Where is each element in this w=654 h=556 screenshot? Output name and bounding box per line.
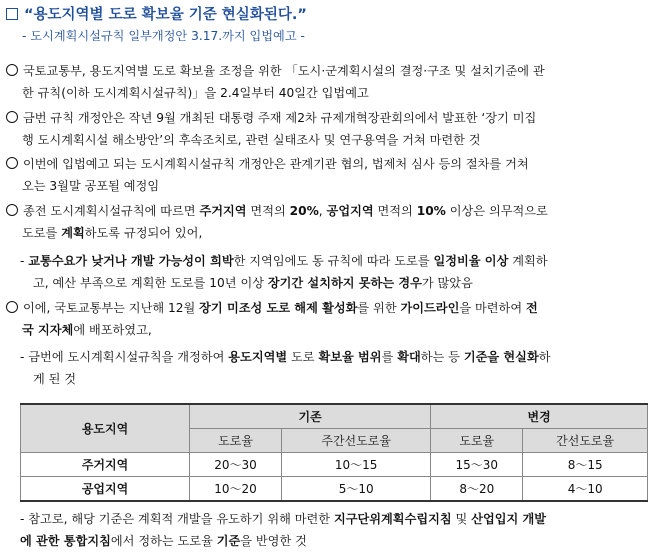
text: 산업입지 개발 bbox=[471, 512, 547, 526]
paragraph-1 bbox=[6, 60, 648, 104]
text: 에서 정하는 도로율 bbox=[110, 534, 217, 548]
text: 종전 도시계획시설규칙에 따르면 bbox=[23, 204, 200, 218]
text: 교통수요가 낮거나 개발 가능성이 희박 bbox=[28, 254, 234, 268]
text: 한 지역임에도 동 규칙에 따라 도로를 bbox=[233, 254, 434, 268]
text: 고, 예산 부족으로 계획한 도로를 10년 이상 bbox=[33, 276, 268, 290]
text: 10% bbox=[416, 204, 446, 218]
table-cell: 10～20 bbox=[190, 477, 282, 502]
text: 이상은 의무적으로 bbox=[445, 204, 548, 218]
table-cell: 15～30 bbox=[431, 453, 523, 477]
text: 가이드라인 bbox=[400, 301, 460, 315]
table-subheader: 간선도로율 bbox=[523, 429, 648, 453]
text: 기준을 현실화 bbox=[463, 350, 539, 364]
dash-item-2: - 금번에 도시계획시설규칙을 개정하여 용도지역별 도로 확보율 범위를 확대하는 등 기준을 현실화하 게 된 것 bbox=[20, 346, 648, 390]
text: 에 관한 통합지침 bbox=[20, 534, 111, 548]
text: 면적의 bbox=[246, 204, 290, 218]
table-cell: 10～15 bbox=[282, 453, 431, 477]
table-cell: 8～20 bbox=[431, 477, 523, 502]
table-group-header: 기존 bbox=[190, 404, 431, 429]
table-row bbox=[21, 453, 648, 477]
checkbox-icon bbox=[6, 8, 18, 20]
paragraph-text: 행 도시계획시설 해소방안’의 후속조치로, 관련 실태조사 및 연구용역을 거쳐 마련한 것 bbox=[22, 133, 481, 147]
table-cell: 20～30 bbox=[190, 453, 282, 477]
text: 를 bbox=[381, 350, 398, 364]
text: 및 bbox=[451, 512, 472, 526]
text: 계획하 bbox=[508, 254, 548, 268]
road-ratio-table bbox=[20, 403, 648, 502]
table-corner-header: 용도지역 bbox=[21, 404, 190, 453]
text: 장기간 설치하지 못하는 경우 bbox=[267, 276, 422, 290]
table-subheader: 도로율 bbox=[431, 429, 523, 453]
table-cell: 5～10 bbox=[282, 477, 431, 502]
text: 하 bbox=[538, 350, 551, 364]
table-cell: 8～15 bbox=[523, 453, 648, 477]
text: 를 위한 bbox=[357, 301, 401, 315]
text: 이에, 국토교통부는 지난해 12월 bbox=[23, 301, 200, 315]
paragraph-text: 오는 3월말 공포될 예정임 bbox=[22, 179, 160, 193]
text: 참고로, 해당 기준은 계획적 개발을 유도하기 위해 마련한 bbox=[28, 512, 334, 526]
paragraph-text: 국토교통부, 용도지역별 도로 확보율 조정을 위한 「도시·군계획시설의 결정·구조 및 설치기준에 관 bbox=[23, 64, 545, 78]
table-subheader: 주간선도로율 bbox=[282, 429, 431, 453]
text: 금번에 도시계획시설규칙을 개정하여 bbox=[28, 350, 229, 364]
text: 하도록 규정되어 있어, bbox=[84, 226, 203, 240]
text: 에 배포하였고, bbox=[73, 323, 152, 337]
text: 20% bbox=[289, 204, 319, 218]
text: 을 마련하여 bbox=[459, 301, 526, 315]
text: 공업지역 bbox=[326, 204, 374, 218]
text: 용도지역별 bbox=[228, 350, 288, 364]
table-subheader: 도로율 bbox=[190, 429, 282, 453]
text: 일정비율 이상 bbox=[433, 254, 509, 268]
paragraph-3 bbox=[6, 153, 648, 197]
text: 면적의 bbox=[373, 204, 417, 218]
text: 가 많았음 bbox=[421, 276, 473, 290]
text: 도로를 bbox=[22, 226, 62, 240]
paragraph-text: 이번에 입법예고 되는 도시계획시설규칙 개정안은 관계기관 협의, 법제처 심사 등의 절차를 거쳐 bbox=[23, 157, 529, 171]
table-row bbox=[21, 477, 648, 502]
text: 장기 미조성 도로 해제 활성화 bbox=[199, 301, 358, 315]
text: 을 반영한 것 bbox=[240, 534, 307, 548]
page-title: “용도지역별 도로 확보율 기준 현실화된다.” bbox=[24, 7, 307, 23]
paragraph-2 bbox=[6, 107, 648, 151]
text: 게 된 것 bbox=[33, 372, 77, 386]
text: 기준 bbox=[216, 534, 241, 548]
paragraph-4 bbox=[6, 200, 648, 244]
text: 전 bbox=[525, 301, 538, 315]
circle-bullet-icon bbox=[6, 111, 18, 123]
row-label: 주거지역 bbox=[21, 453, 190, 477]
text: , bbox=[318, 204, 327, 218]
paragraph-text: 금번 규칙 개정안은 작년 9월 개최된 대통령 주재 제2차 규제개혁장관회의에서 발표한 ‘장기 미집 bbox=[23, 111, 537, 125]
circle-bullet-icon bbox=[6, 204, 18, 216]
table-group-header: 변경 bbox=[431, 404, 648, 429]
dash-item-1: - 교통수요가 낮거나 개발 가능성이 희박한 지역임에도 동 규칙에 따라 도로를 일정비율 이상 계획하 고, 예산 부족으로 계획한 도로를 10년 이상 장기간 설치하지 못하는 경우가 많았음 bbox=[20, 254, 548, 290]
title-row bbox=[6, 3, 307, 24]
table-cell: 4～10 bbox=[523, 477, 648, 502]
text: 확대 bbox=[397, 350, 421, 364]
row-label: 공업지역 bbox=[21, 477, 190, 502]
dash-item-3: - 참고로, 해당 기준은 계획적 개발을 유도하기 위해 마련한 지구단위계획수립지침 및 산업입지 개발 에 관한 통합지침에서 정하는 도로율 기준을 반영한 것 bbox=[20, 512, 547, 548]
text: 확보율 범위 bbox=[318, 350, 382, 364]
text: 국 지자체 bbox=[22, 323, 74, 337]
text: 하는 등 bbox=[420, 350, 464, 364]
text: 도로 bbox=[287, 350, 319, 364]
text: 계획 bbox=[61, 226, 85, 240]
circle-bullet-icon bbox=[6, 301, 18, 313]
paragraph-5 bbox=[6, 297, 648, 341]
circle-bullet-icon bbox=[6, 64, 18, 76]
circle-bullet-icon bbox=[6, 157, 18, 169]
subtitle: - 도시계획시설규칙 일부개정안 3.17.까지 입법예고 - bbox=[22, 29, 305, 43]
text: 주거지역 bbox=[199, 204, 247, 218]
paragraph-text: 한 규칙(이하 도시계획시설규칙)」을 2.4일부터 40일간 입법예고 bbox=[22, 86, 369, 100]
text: 지구단위계획수립지침 bbox=[333, 512, 452, 526]
